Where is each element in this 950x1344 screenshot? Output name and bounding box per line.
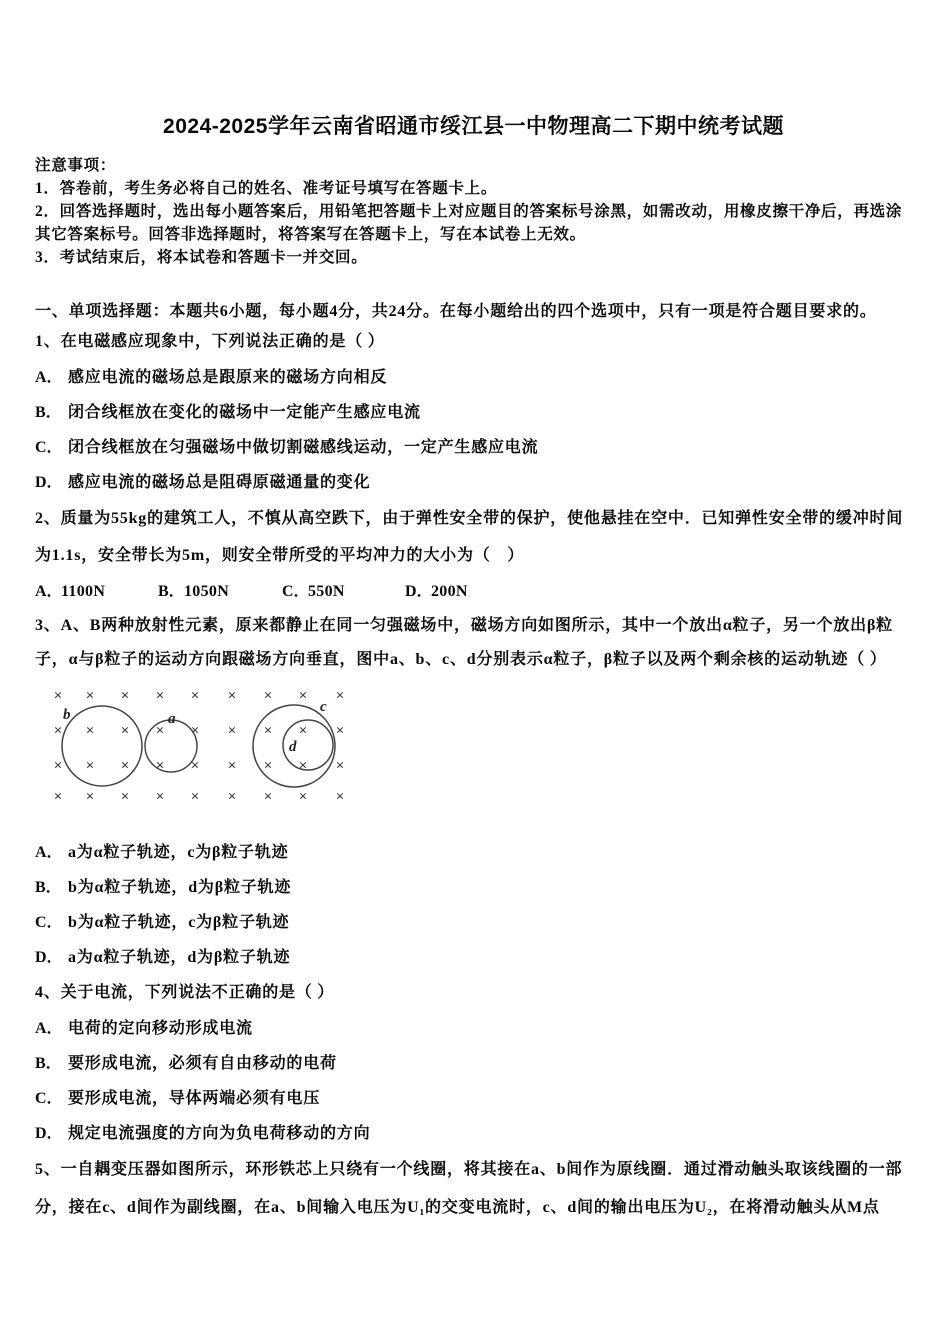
field-into-page-cross: × [227,688,237,704]
field-into-page-cross: × [120,758,130,774]
magnetic-field-into-page-figure [43,681,388,821]
option-label: D． [405,583,433,600]
question-5 [35,1151,912,1227]
field-into-page-cross: × [53,723,63,739]
question-2 [35,500,912,609]
field-into-page-cross: × [263,758,273,774]
option-label: A． [35,844,63,861]
question-3-option-c [35,905,912,940]
question-2-stem: 2、质量为55kg的建筑工人，不慎从高空跌下，由于弹性安全带的保护，使他悬挂在空中．已知弹性安全带的缓冲时间为1.1s，安全带长为5m，则安全带所受的平均冲力的大小为（ ） [35,510,904,564]
field-into-page-cross: × [85,688,95,704]
question-4 [35,975,912,1151]
field-into-page-cross: × [53,758,63,774]
field-into-page-cross: × [120,688,130,704]
option-label: B． [35,1055,62,1072]
option-text: b为α粒子轨迹，c为β粒子轨迹 [68,914,290,931]
notice-heading: 注意事项： [35,157,117,174]
option-label: B． [35,879,62,896]
question-3-option-a [35,835,912,870]
question-4-option-d [35,1116,912,1151]
question-3-figure [43,681,912,821]
option-text: 1100N [61,583,106,600]
field-into-page-cross: × [227,758,237,774]
field-into-page-cross: × [335,789,345,805]
question-2-option-d [405,574,468,609]
orbit-label-a: a [168,711,176,727]
option-text: 闭合线框放在变化的磁场中一定能产生感应电流 [68,404,421,421]
question-1 [35,324,912,500]
orbit-label-d: d [289,739,297,755]
option-label: D． [35,949,63,966]
field-into-page-cross: × [190,758,200,774]
question-2-option-b [158,574,282,609]
page-title: 2024-2025学年云南省昭通市绥江县一中物理高二下期中统考试题 [163,115,784,138]
field-into-page-cross: × [298,723,308,739]
field-into-page-cross: × [53,688,63,704]
question-3-option-d [35,940,912,975]
field-into-page-cross: × [190,688,200,704]
option-text: 200N [431,583,468,600]
option-label: C． [282,583,310,600]
option-label: B． [35,404,62,421]
field-into-page-cross: × [155,789,165,805]
option-label: D． [35,474,63,491]
orbit-label-c: c [320,699,327,715]
option-text: 规定电流强度的方向为负电荷移动的方向 [68,1125,371,1142]
field-into-page-cross: × [335,688,345,704]
field-into-page-cross: × [298,688,308,704]
notice-item-2: 2．回答选择题时，选出每小题答案后，用铅笔把答题卡上对应题目的答案标号涂黑，如需改动，用橡皮擦干净后，再选涂其它答案标号。回答非选择题时，将答案写在答题卡上，写在本试卷上无效。 [35,203,903,243]
field-into-page-cross: × [155,723,165,739]
question-1-option-c [35,430,912,465]
question-2-options-row [35,574,912,609]
option-text: 感应电流的磁场总是跟原来的磁场方向相反 [68,369,388,386]
field-into-page-cross: × [155,758,165,774]
option-label: A． [35,1020,63,1037]
question-3-stem: 3、A、B两种放射性元素，原来都静止在同一匀强磁场中，磁场方向如图所示，其中一个放出α粒子，另一个放出β粒子，α与β粒子的运动方向跟磁场方向垂直，图中a、b、c、d分别表示α粒子，β粒子以及两个剩余核的运动轨迹（ ） [35,617,893,668]
field-into-page-cross: × [335,758,345,774]
question-4-stem: 4、关于电流，下列说法不正确的是（ ） [35,984,335,1001]
option-label: C． [35,1090,63,1107]
field-into-page-cross: × [190,723,200,739]
option-text: 要形成电流，必须有自由移动的电荷 [68,1055,337,1072]
field-into-page-cross: × [298,758,308,774]
option-label: D． [35,1125,63,1142]
field-into-page-cross: × [263,723,273,739]
question-3 [35,609,912,975]
orbit-label-b: b [63,707,71,723]
question-1-option-a [35,360,912,395]
question-1-stem: 1、在电磁感应现象中，下列说法正确的是（ ） [35,333,385,350]
field-into-page-cross: × [298,789,308,805]
option-text: 感应电流的磁场总是阻碍原磁通量的变化 [68,474,371,491]
question-3-option-b [35,870,912,905]
question-1-option-b [35,395,912,430]
field-into-page-cross: × [85,758,95,774]
option-label: B． [158,583,185,600]
option-label: A． [35,583,63,600]
option-label: C． [35,914,63,931]
option-text: a为α粒子轨迹，c为β粒子轨迹 [68,844,289,861]
field-into-page-cross: × [155,688,165,704]
question-1-option-d [35,465,912,500]
question-2-option-a [35,574,158,609]
option-label: A． [35,369,63,386]
orbit-a [145,720,197,772]
option-label: C． [35,439,63,456]
field-into-page-cross: × [335,723,345,739]
field-into-page-cross: × [227,789,237,805]
section-heading: 一、单项选择题：本题共6小题，每小题4分，共24分。在每小题给出的四个选项中，只有一项是符合题目要求的。 [35,303,877,320]
field-into-page-cross: × [85,723,95,739]
field-into-page-cross: × [120,789,130,805]
field-into-page-cross: × [53,789,63,805]
orbit-b [62,706,142,786]
question-4-option-c [35,1081,912,1116]
option-text: b为α粒子轨迹，d为β粒子轨迹 [68,879,292,896]
field-into-page-cross: × [263,688,273,704]
field-into-page-cross: × [85,789,95,805]
notice-item-1: 1．答卷前，考生务必将自己的姓名、准考证号填写在答题卡上。 [35,180,498,197]
option-text: 闭合线框放在匀强磁场中做切割磁感线运动，一定产生感应电流 [68,439,539,456]
question-4-option-a [35,1011,912,1046]
question-2-option-c [282,574,405,609]
notice-section [35,154,912,269]
option-text: 1050N [184,583,230,600]
option-text: 550N [308,583,345,600]
question-5-stem: 5、一自耦变压器如图所示，环形铁芯上只绕有一个线圈，将其接在a、b间作为原线圈．通过滑动触头取该线圈的一部分，接在c、d间作为副线圈，在a、b间输入电压为U₁的交变电流时，c、d间的输出电压为U₂，在将滑动触头从M点 [35,1161,903,1216]
option-text: 电荷的定向移动形成电流 [68,1020,253,1037]
question-4-option-b [35,1046,912,1081]
field-into-page-cross: × [120,723,130,739]
field-into-page-cross: × [227,723,237,739]
field-into-page-cross: × [263,789,273,805]
notice-item-3: 3．考试结束后，将本试卷和答题卡一并交回。 [35,249,368,266]
option-text: a为α粒子轨迹，d为β粒子轨迹 [68,949,291,966]
option-text: 要形成电流，导体两端必须有电压 [68,1090,321,1107]
field-into-page-cross: × [190,789,200,805]
